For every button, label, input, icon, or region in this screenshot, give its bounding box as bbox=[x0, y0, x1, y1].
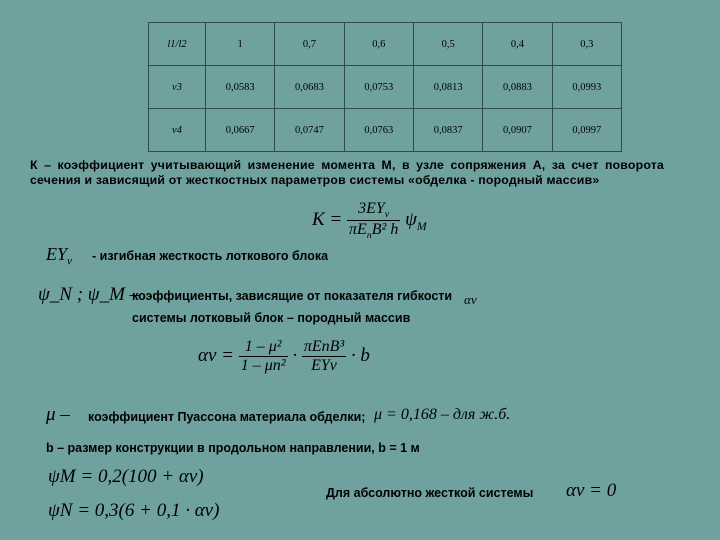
psi-description-line2: системы лотковый блок – породный массив bbox=[132, 311, 411, 325]
table-row bbox=[149, 66, 622, 109]
table-cell: 0,0667 bbox=[206, 109, 275, 152]
formula-k-tail-sub: M bbox=[416, 219, 427, 233]
table-cell: 0,0747 bbox=[275, 109, 344, 152]
psi-description-line1: коэффициенты, зависящие от показателя гибкости bbox=[132, 289, 453, 303]
psi-m-formula: ψM = 0,2(100 + αν) bbox=[48, 466, 204, 487]
formula-alpha-den-1: 1 – μn² bbox=[240, 357, 286, 374]
table-cell: 0,0583 bbox=[206, 66, 275, 109]
formula-alpha: αν = $\frac{\text{1 – μ²}}{\text{1 – μn²}}$ · $\frac{\text{πEnB³}}{\text{EYν}}$ · b bbox=[198, 338, 370, 374]
table-cell: 0,0883 bbox=[483, 66, 552, 109]
formula-k-fraction bbox=[347, 200, 400, 241]
formula-k-numerator-sub: ν bbox=[384, 209, 390, 221]
table-header-symbol: l1/l2 bbox=[149, 23, 206, 66]
table-cell: 0,0763 bbox=[344, 109, 413, 152]
formula-alpha-tail: · b bbox=[350, 344, 370, 366]
formula-alpha-den-2: EYν bbox=[311, 357, 337, 374]
rigid-system-formula: αν = 0 bbox=[566, 480, 617, 501]
formula-alpha-lhs: αν = bbox=[198, 344, 234, 366]
table-cell: 0,0993 bbox=[552, 66, 621, 109]
table-row bbox=[149, 109, 622, 152]
table-header-row bbox=[149, 23, 622, 66]
formula-k bbox=[312, 200, 427, 241]
ey-symbol-sub: ν bbox=[67, 255, 72, 268]
formula-k-lhs: K = bbox=[312, 209, 343, 231]
formula-alpha-num-2: πEnB³ bbox=[303, 338, 345, 355]
table-cell: 0,0907 bbox=[483, 109, 552, 152]
formula-k-numerator: 3EY bbox=[358, 200, 385, 217]
table-cell: 0,0813 bbox=[413, 66, 482, 109]
mu-value: μ = 0,168 – для ж.б. bbox=[374, 406, 511, 423]
formula-k-tail: ψ bbox=[405, 209, 417, 231]
formula-k-denominator-sub: n bbox=[366, 230, 372, 242]
alpha-small-symbol: αν bbox=[464, 292, 477, 307]
b-description: b – размер конструкции в продольном направлении, b = 1 м bbox=[46, 441, 420, 455]
mu-description: коэффициент Пуассона материала обделки; bbox=[88, 410, 366, 424]
mu-symbol: μ – bbox=[46, 404, 70, 425]
psi-n-formula: ψN = 0,3(6 + 0,1 · αν) bbox=[48, 500, 220, 521]
table-row-label: ν3 bbox=[149, 66, 206, 109]
psi-symbols: ψ_N ; ψ_M – bbox=[38, 284, 140, 305]
ey-description: - изгибная жесткость лоткового блока bbox=[92, 249, 329, 263]
formula-k-denominator: πE bbox=[349, 221, 367, 239]
ey-symbol-main: EY bbox=[46, 244, 68, 264]
formula-alpha-fraction-2 bbox=[302, 338, 346, 375]
table-header-cell: 0,3 bbox=[552, 23, 621, 66]
formula-alpha-fraction-1 bbox=[239, 338, 288, 375]
table-row-label: ν4 bbox=[149, 109, 206, 152]
table-header-cell: 1 bbox=[206, 23, 275, 66]
table-header-cell: 0,4 bbox=[483, 23, 552, 66]
rigid-system-label: Для абсолютно жесткой системы bbox=[326, 486, 534, 500]
table-cell: 0,0753 bbox=[344, 66, 413, 109]
table-header-cell: 0,7 bbox=[275, 23, 344, 66]
coefficient-table bbox=[148, 22, 622, 152]
k-description: К – коэффициент учитывающий изменение момента М, в узле сопряжения А, за счет поворота сечения и зависящий от жесткостных параметров системы «обделка - породный массив» bbox=[30, 158, 664, 187]
formula-k-denominator-rest: B² h bbox=[371, 221, 399, 239]
table-cell: 0,0997 bbox=[552, 109, 621, 152]
table-header-cell: 0,6 bbox=[344, 23, 413, 66]
table-header-cell: 0,5 bbox=[413, 23, 482, 66]
ey-symbol bbox=[46, 244, 72, 268]
formula-alpha-num-1: 1 – μ² bbox=[239, 338, 288, 357]
table-cell: 0,0837 bbox=[413, 109, 482, 152]
table-cell: 0,0683 bbox=[275, 66, 344, 109]
